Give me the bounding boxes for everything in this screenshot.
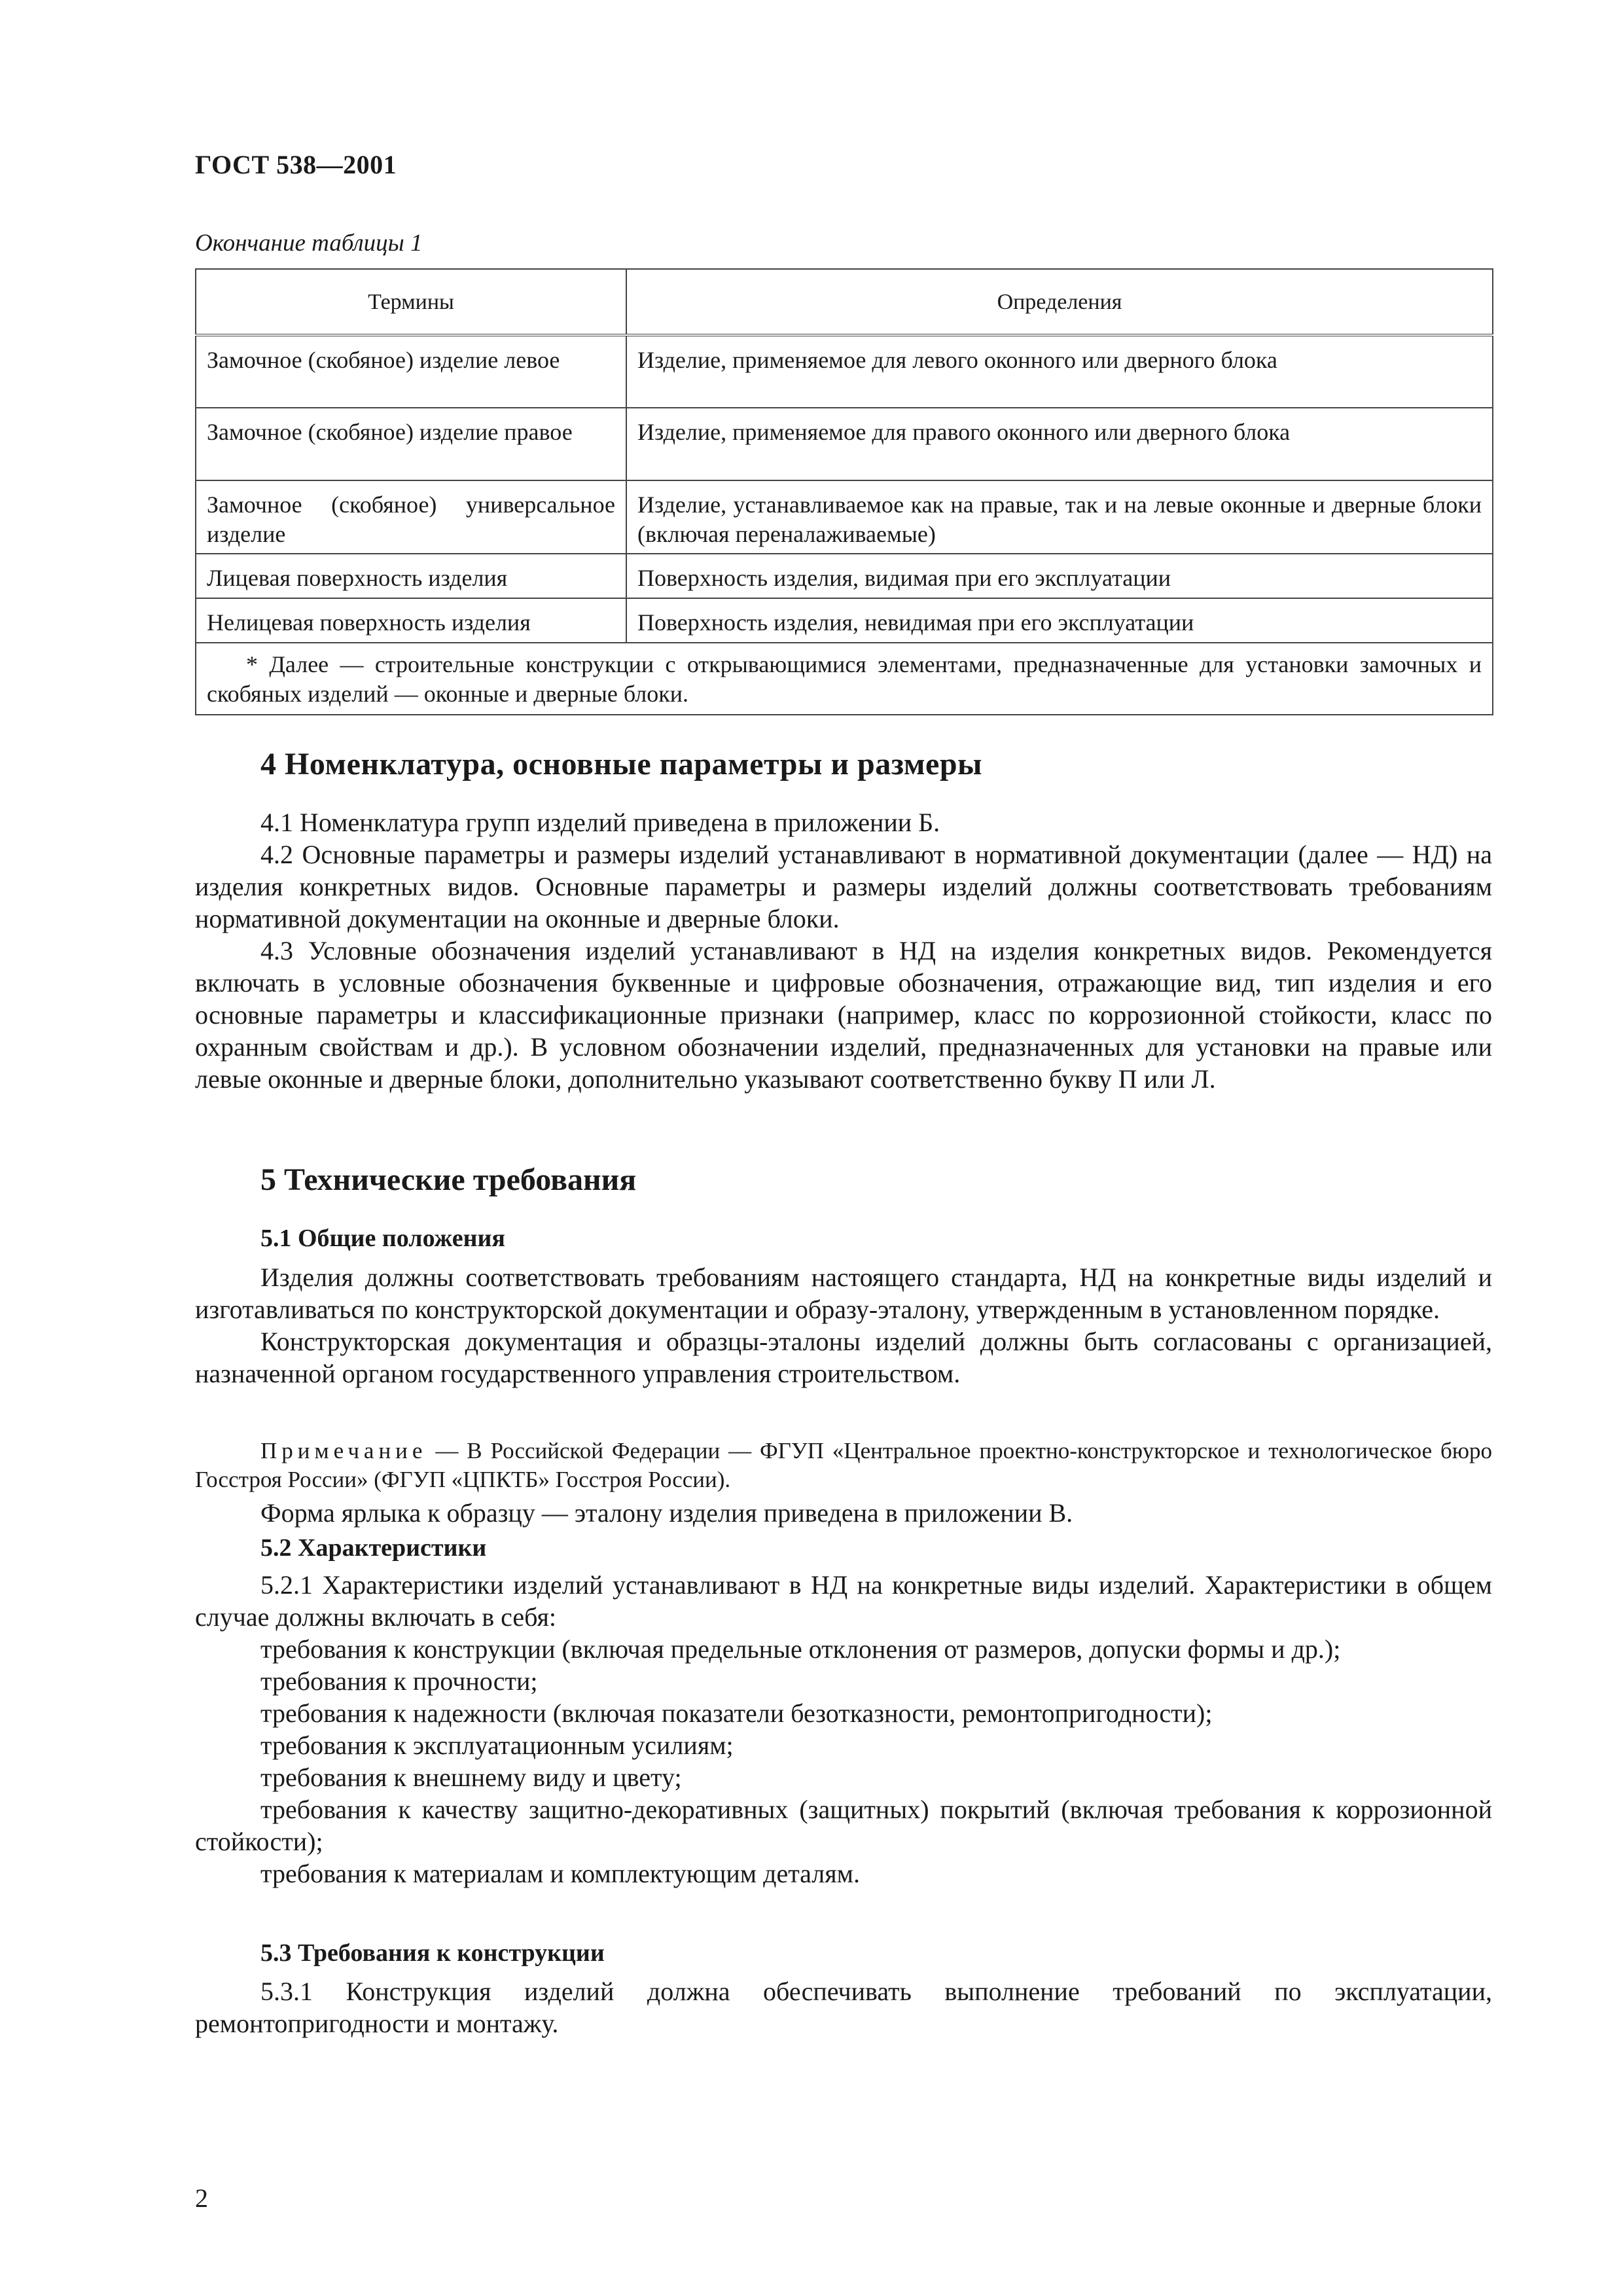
subsection-5-1-tail: [195, 1497, 1492, 1529]
definition-cell: Поверхность изделия, невидимая при его эксплуатации: [626, 598, 1493, 643]
section-4-body: [195, 806, 1492, 1095]
paragraph-5-2-1: 5.2.1 Характеристики изделий устанавливают в НД на конкретные виды изделий. Характеристики в общем случае должны включать в себя:: [195, 1570, 1492, 1632]
section-5-heading: 5 Технические требования: [260, 1162, 637, 1197]
table-footnote: * Далее — строительные конструкции с открывающимися элементами, предназначенные для установки замочных и скобяных изделий — оконные и дверные блоки.: [207, 651, 1482, 707]
table-row: [196, 554, 1493, 598]
subsection-5-3-heading: 5.3 Требования к конструкции: [260, 1939, 605, 1967]
list-item: требования к надежности (включая показатели безотказности, ремонтопригодности);: [260, 1698, 1213, 1728]
subsection-5-3-body: [195, 1975, 1492, 2039]
table-row: [196, 598, 1493, 643]
note-label: Примечание: [260, 1438, 427, 1463]
table-continuation-caption: Окончание таблицы 1: [195, 230, 423, 257]
list-item: требования к конструкции (включая предельные отклонения от размеров, допуски формы и др.);: [260, 1634, 1341, 1664]
paragraph-5-1-c: Форма ярлыка к образцу — эталону изделия приведена в приложении В.: [260, 1498, 1073, 1528]
list-item: требования к материалам и комплектующим деталям.: [260, 1859, 860, 1888]
paragraph-5-1-a: Изделия должны соответствовать требованиям настоящего стандарта, НД на конкретные виды изделий и изготавливаться по конструкторской документации и образу-эталону, утвержденным в установленном порядке.: [195, 1263, 1492, 1324]
list-item: требования к качеству защитно-декоративных (защитных) покрытий (включая требования к коррозионной стойкости);: [195, 1795, 1492, 1856]
definition-cell: Изделие, применяемое для левого оконного или дверного блока: [626, 335, 1493, 408]
list-item: требования к внешнему виду и цвету;: [260, 1763, 682, 1792]
subsection-5-1-heading: 5.1 Общие положения: [260, 1225, 505, 1252]
table-row: [196, 335, 1493, 408]
column-header-terms: Термины: [196, 269, 626, 335]
paragraph-4-1: 4.1 Номенклатура групп изделий приведена в приложении Б.: [260, 808, 940, 837]
term-cell: Замочное (скобяное) изделие левое: [196, 335, 626, 408]
table-row: [196, 480, 1493, 554]
table-footnote-row: [196, 643, 1493, 715]
definition-cell: Изделие, применяемое для правого оконного или дверного блока: [626, 408, 1493, 480]
paragraph-5-1-b: Конструкторская документация и образцы-эталоны изделий должны быть согласованы с организацией, назначенной органом государственного управления строительством.: [195, 1327, 1492, 1388]
table-row: [196, 408, 1493, 480]
term-cell: Лицевая поверхность изделия: [196, 554, 626, 598]
terms-table: [195, 268, 1493, 715]
column-header-definitions: Определения: [626, 269, 1493, 335]
paragraph-5-3-1: 5.3.1 Конструкция изделий должна обеспечивать выполнение требований по эксплуатации, ремонтопригодности и монтажу.: [195, 1977, 1492, 2038]
paragraph-4-3: 4.3 Условные обозначения изделий устанавливают в НД на изделия конкретных видов. Рекомендуется включать в условные обозначения буквенные и цифровые обозначения, отражающие вид, тип изделия и его основные параметры и классификационные признаки (например, класс по коррозионной стойкости, класс по охранным свойствам и др.). В условном обозначении изделий, предназначенных для установки на правые или левые оконные и дверные блоки, дополнительно указывают соответственно букву П или Л.: [195, 936, 1492, 1094]
definition-cell: Изделие, устанавливаемое как на правые, так и на левые оконные и дверные блоки (включая переналаживаемые): [626, 480, 1493, 554]
subsection-5-2-body: [195, 1569, 1492, 1890]
page-number: 2: [195, 2183, 208, 2213]
term-cell: Нелицевая поверхность изделия: [196, 598, 626, 643]
table-header-row: [196, 269, 1493, 335]
definition-cell: Поверхность изделия, видимая при его эксплуатации: [626, 554, 1493, 598]
list-item: требования к прочности;: [260, 1666, 538, 1696]
term-cell: Замочное (скобяное) универсальное изделие: [196, 480, 626, 554]
subsection-5-1-body: [195, 1261, 1492, 1390]
note-block: [195, 1437, 1492, 1494]
subsection-5-2-heading: 5.2 Характеристики: [260, 1534, 487, 1562]
note-text: — В Российской Федерации — ФГУП «Центральное проектно-конструкторское и технологическое бюро Госстроя России» (ФГУП «ЦПКТБ» Госстроя России).: [195, 1438, 1492, 1492]
document-id: ГОСТ 538—2001: [195, 150, 397, 179]
section-4-heading: 4 Номенклатура, основные параметры и размеры: [260, 747, 983, 781]
term-cell: Замочное (скобяное) изделие правое: [196, 408, 626, 480]
list-item: требования к эксплуатационным усилиям;: [260, 1731, 734, 1760]
paragraph-4-2: 4.2 Основные параметры и размеры изделий устанавливают в нормативной документации (далее — НД) на изделия конкретных видов. Основные параметры и размеры изделий должны соответствовать требованиям нормативной документации на оконные и дверные блоки.: [195, 840, 1492, 933]
